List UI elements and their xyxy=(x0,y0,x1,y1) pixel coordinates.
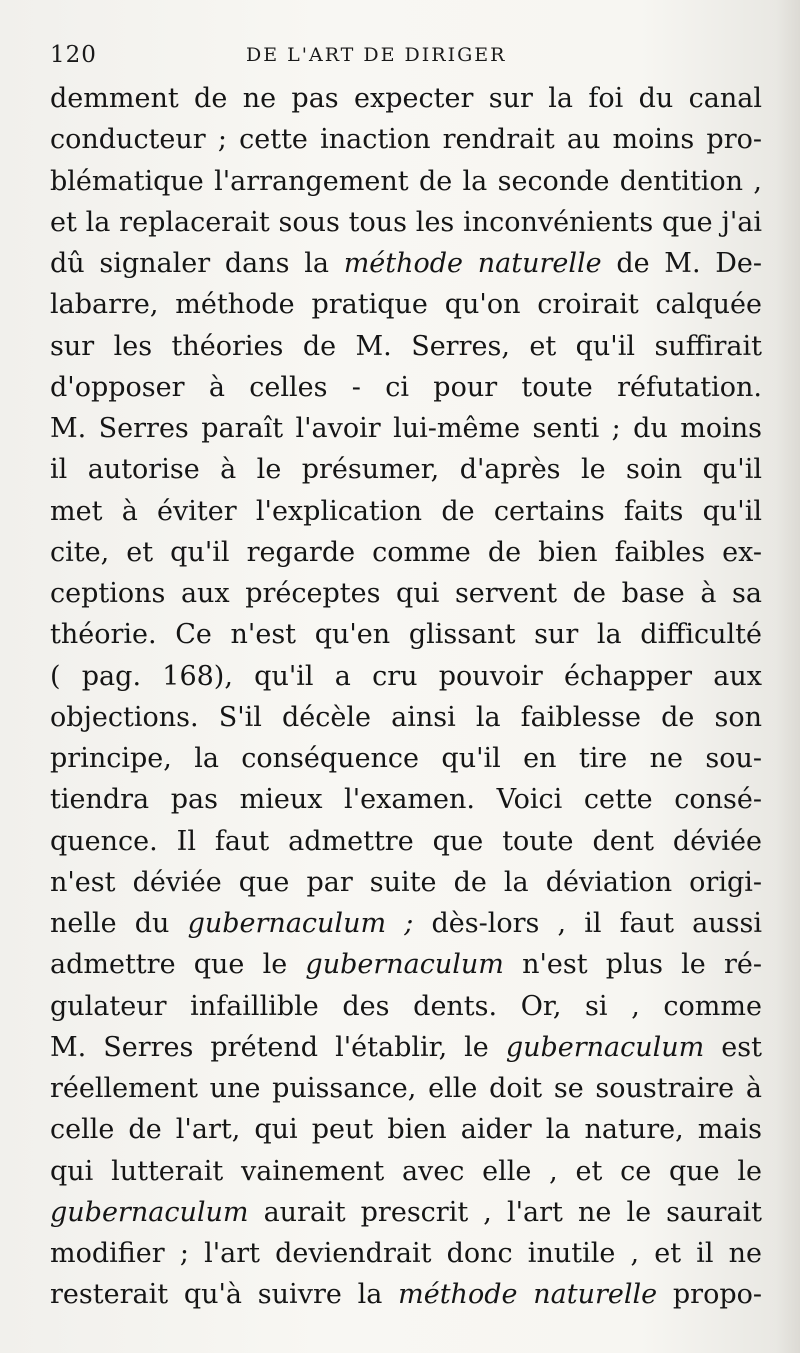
text-line xyxy=(50,656,762,697)
text-line xyxy=(50,119,762,160)
italic-text: gubernaculum xyxy=(505,1031,705,1063)
text-segment: dès-lors , il faut aussi xyxy=(413,908,762,939)
text-segment: met à éviter l'explication de certains faits qu'il xyxy=(50,495,762,527)
text-segment: celle de l'art, qui peut bien aider la nature, mais xyxy=(50,1114,762,1146)
text-line xyxy=(50,1068,762,1109)
text-line xyxy=(50,161,762,202)
text-line xyxy=(50,491,762,532)
text-segment: blématique l'arrangement de la seconde dentition , xyxy=(50,165,762,197)
text-segment: ceptions aux préceptes qui servent de base à sa xyxy=(50,578,762,609)
text-line xyxy=(50,408,762,449)
text-segment: resterait qu'à suivre la xyxy=(50,1279,399,1311)
text-segment: cite, et qu'il regarde comme de bien faibles ex- xyxy=(50,536,762,568)
running-title: DE L'ART DE DIRIGER xyxy=(246,44,507,66)
text-segment: théorie. Ce n'est qu'en glissant sur la difficulté xyxy=(50,619,762,651)
text-segment: tiendra pas mieux l'examen. Voici cette consé- xyxy=(50,784,762,816)
text-line xyxy=(50,78,762,119)
text-segment: qui lutterait vainement avec elle , et ce que le xyxy=(50,1155,762,1187)
running-head xyxy=(50,40,750,76)
text-segment: gulateur infaillible des dents. Or, si , comme xyxy=(50,990,762,1022)
text-segment: dû signaler dans la xyxy=(50,248,344,279)
italic-text: méthode naturelle xyxy=(398,1279,658,1311)
text-line xyxy=(50,1151,762,1192)
text-line xyxy=(50,367,762,408)
text-segment: principe, la conséquence qu'il en tire ne sou- xyxy=(50,743,762,774)
italic-text: gubernaculum ; xyxy=(187,908,414,939)
text-segment: aurait prescrit , l'art ne le saurait xyxy=(248,1196,762,1228)
text-segment: admettre que le xyxy=(50,949,306,981)
text-line xyxy=(50,202,762,243)
text-segment: nelle du xyxy=(50,908,188,939)
text-segment: d'opposer à celles - ci pour toute réfutation. xyxy=(50,371,762,403)
body-text xyxy=(50,78,762,1316)
text-segment: sur les théories de M. Serres, et qu'il suffirait xyxy=(50,330,762,362)
text-segment: modifier ; l'art deviendrait donc inutile , et il ne xyxy=(50,1238,762,1269)
text-line xyxy=(50,821,762,862)
text-segment: M. Serres paraît l'avoir lui-même senti ; du moins xyxy=(50,413,762,444)
text-line xyxy=(50,738,762,779)
text-segment: propo- xyxy=(657,1279,762,1311)
text-segment: objections. S'il décèle ainsi la faiblesse de son xyxy=(50,701,762,733)
text-segment: ( pag. 168), qu'il a cru pouvoir échapper aux xyxy=(50,660,762,692)
text-line xyxy=(50,284,762,325)
text-segment: labarre, méthode pratique qu'on croirait calquée xyxy=(50,289,762,321)
text-line xyxy=(50,1233,762,1274)
text-segment: M. Serres prétend l'établir, le xyxy=(50,1031,506,1063)
text-line xyxy=(50,944,762,985)
text-line xyxy=(50,697,762,738)
text-line xyxy=(50,903,762,944)
text-segment: n'est plus le ré- xyxy=(503,949,762,981)
text-segment: quence. Il faut admettre que toute dent déviée xyxy=(50,825,762,857)
text-line xyxy=(50,614,762,655)
text-line xyxy=(50,986,762,1027)
text-segment: réellement une puissance, elle doit se soustraire à xyxy=(50,1073,762,1104)
text-segment: demment de ne pas expecter sur la foi du canal xyxy=(50,83,762,114)
text-line xyxy=(50,1109,762,1150)
text-line xyxy=(50,243,762,284)
text-segment: conducteur ; cette inaction rendrait au moins pro- xyxy=(50,124,762,156)
text-line xyxy=(50,1192,762,1233)
text-segment: est xyxy=(704,1031,762,1063)
italic-text: méthode naturelle xyxy=(343,248,602,279)
text-line xyxy=(50,1027,762,1068)
text-segment: et la replacerait sous tous les inconvénients que j'ai xyxy=(50,206,762,238)
text-line xyxy=(50,532,762,573)
text-line xyxy=(50,573,762,614)
italic-text: gubernaculum xyxy=(305,949,504,981)
text-segment: il autorise à le présumer, d'après le soin qu'il xyxy=(50,454,762,486)
page-number: 120 xyxy=(50,42,97,68)
text-segment: n'est déviée que par suite de la déviation origi- xyxy=(50,866,762,898)
text-line xyxy=(50,862,762,903)
text-line xyxy=(50,326,762,367)
italic-text: gubernaculum xyxy=(50,1196,249,1228)
text-segment: de M. De- xyxy=(601,248,762,279)
text-line xyxy=(50,1274,762,1315)
text-line xyxy=(50,779,762,820)
text-line xyxy=(50,449,762,490)
